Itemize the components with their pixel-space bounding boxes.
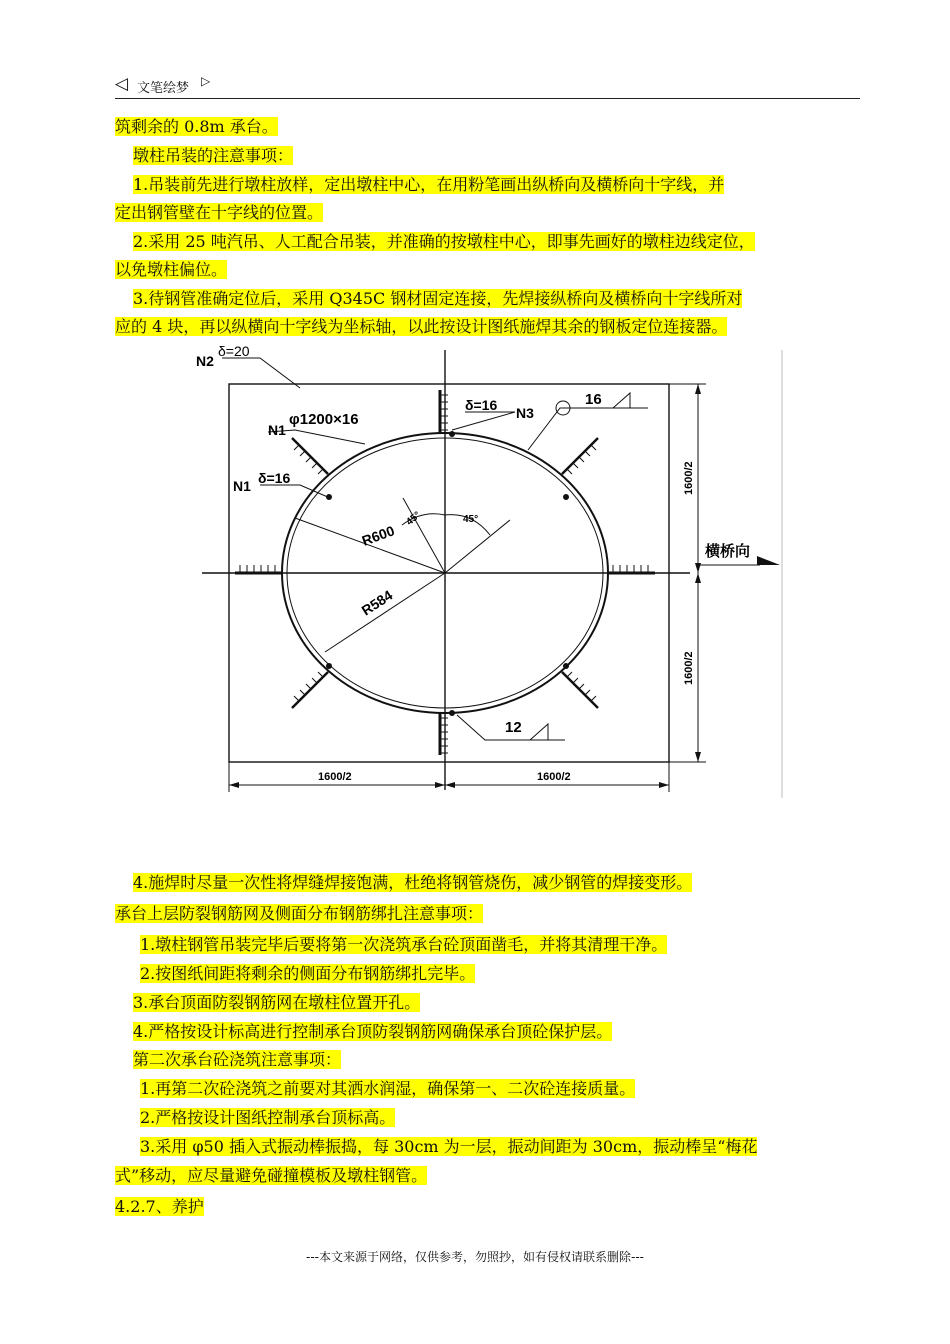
text-line: 3.采用 φ50 插入式振动棒振捣，每 30cm 为一层，振动间距为 30cm，振动棒呈“梅花 bbox=[140, 1137, 758, 1156]
label-n1-top: N1 bbox=[268, 422, 286, 438]
text-line: 1.墩柱钢管吊装完毕后要将第一次浇筑承台砼顶面凿毛，并将其清理干净。 bbox=[140, 935, 668, 954]
text-line: 以免墩柱偏位。 bbox=[115, 260, 228, 279]
text-line: 筑剩余的 0.8m 承台。 bbox=[115, 117, 278, 136]
text-line: 2.严格按设计图纸控制承台顶标高。 bbox=[140, 1108, 396, 1127]
label-r600: R600 bbox=[359, 522, 397, 549]
connector-nw bbox=[292, 438, 328, 474]
header-title: 文笔绘梦 bbox=[137, 81, 190, 96]
text-line: 应的 4 块，再以纵横向十字线为坐标轴，以此按设计图纸施焊其余的钢板定位连接器。 bbox=[115, 317, 728, 336]
connector-bottom bbox=[440, 713, 448, 755]
radius-line-r584 bbox=[325, 573, 445, 652]
label-n3: N3 bbox=[516, 405, 534, 421]
label-angle2: 45° bbox=[463, 514, 479, 525]
left-triangle-icon: ◁ bbox=[115, 74, 129, 94]
angle-ray-left bbox=[403, 498, 445, 573]
text-line: 第二次承台砼浇筑注意事项： bbox=[133, 1050, 342, 1069]
label-delta16-top: δ=16 bbox=[465, 397, 498, 413]
text-line: 承台上层防裂钢筋网及侧面分布钢筋绑扎注意事项： bbox=[115, 904, 484, 923]
text-line: 3.待钢管准确定位后，采用 Q345C 钢材固定连接，先焊接纵桥向及横桥向十字线所对 bbox=[133, 289, 743, 308]
label-direction: 横桥向 bbox=[705, 543, 751, 560]
label-r584: R584 bbox=[358, 586, 396, 619]
connector-top bbox=[440, 390, 448, 433]
label-weld12: 12 bbox=[505, 719, 522, 736]
text-line: 定出钢管壁在十字线的位置。 bbox=[115, 203, 324, 222]
connector-left bbox=[235, 565, 282, 573]
label-dim-right-bottom: 1600/2 bbox=[683, 651, 695, 685]
right-triangle-icon: ▷ bbox=[201, 74, 211, 88]
label-delta20: δ=20 bbox=[218, 343, 250, 359]
label-n2: N2 bbox=[196, 353, 214, 369]
label-angle1: 45° bbox=[404, 509, 424, 528]
label-weld16: 16 bbox=[585, 391, 602, 408]
leader-n3 bbox=[452, 412, 515, 430]
text-line: 4.严格按设计标高进行控制承台顶防裂钢筋网确保承台顶砼保护层。 bbox=[133, 1022, 613, 1041]
label-n1-left: N1 bbox=[233, 478, 251, 494]
leader-weld16 bbox=[528, 408, 648, 450]
text-line: 2.采用 25 吨汽吊、人工配合吊装，并准确的按墩柱中心，即事先画好的墩柱边线定位， bbox=[133, 232, 755, 251]
weld-flag-16 bbox=[613, 393, 630, 408]
text-line: 4.施焊时尽量一次性将焊缝焊接饱满，杜绝将钢管烧伤，减少钢管的焊接变形。 bbox=[133, 873, 693, 892]
weld-flag-12 bbox=[530, 724, 548, 740]
text-line: 2.按图纸间距将剩余的侧面分布钢筋绑扎完毕。 bbox=[140, 964, 476, 983]
label-delta16-left: δ=16 bbox=[258, 470, 291, 486]
angle-ray-right bbox=[445, 520, 510, 573]
text-line: 3.承台顶面防裂钢筋网在墩柱位置开孔。 bbox=[133, 993, 421, 1012]
connector-right bbox=[608, 565, 655, 573]
page-footer: ---本文来源于网络，仅供参考，勿照抄，如有侵权请联系删除--- bbox=[306, 1250, 644, 1264]
text-line: 墩柱吊装的注意事项： bbox=[133, 146, 294, 165]
label-dim-bottom-right: 1600/2 bbox=[537, 771, 571, 783]
connector-ne bbox=[562, 438, 598, 474]
text-line: 4.2.7、养护 bbox=[115, 1197, 204, 1216]
connector-sw bbox=[292, 672, 328, 708]
label-dim-bottom-left: 1600/2 bbox=[318, 771, 352, 783]
direction-arrow-icon bbox=[757, 556, 780, 565]
text-line: 式”移动，应尽量避免碰撞模板及墩柱钢管。 bbox=[115, 1166, 428, 1185]
label-dim-right-top: 1600/2 bbox=[683, 461, 695, 495]
connector-se bbox=[562, 672, 598, 708]
text-line: 1.再第二次砼浇筑之前要对其洒水润湿，确保第一、二次砼连接质量。 bbox=[140, 1079, 636, 1098]
label-phi: φ1200×16 bbox=[289, 411, 359, 428]
text-line: 1.吊装前先进行墩柱放样，定出墩柱中心，在用粉笔画出纵桥向及横桥向十字线，并 bbox=[133, 175, 725, 194]
